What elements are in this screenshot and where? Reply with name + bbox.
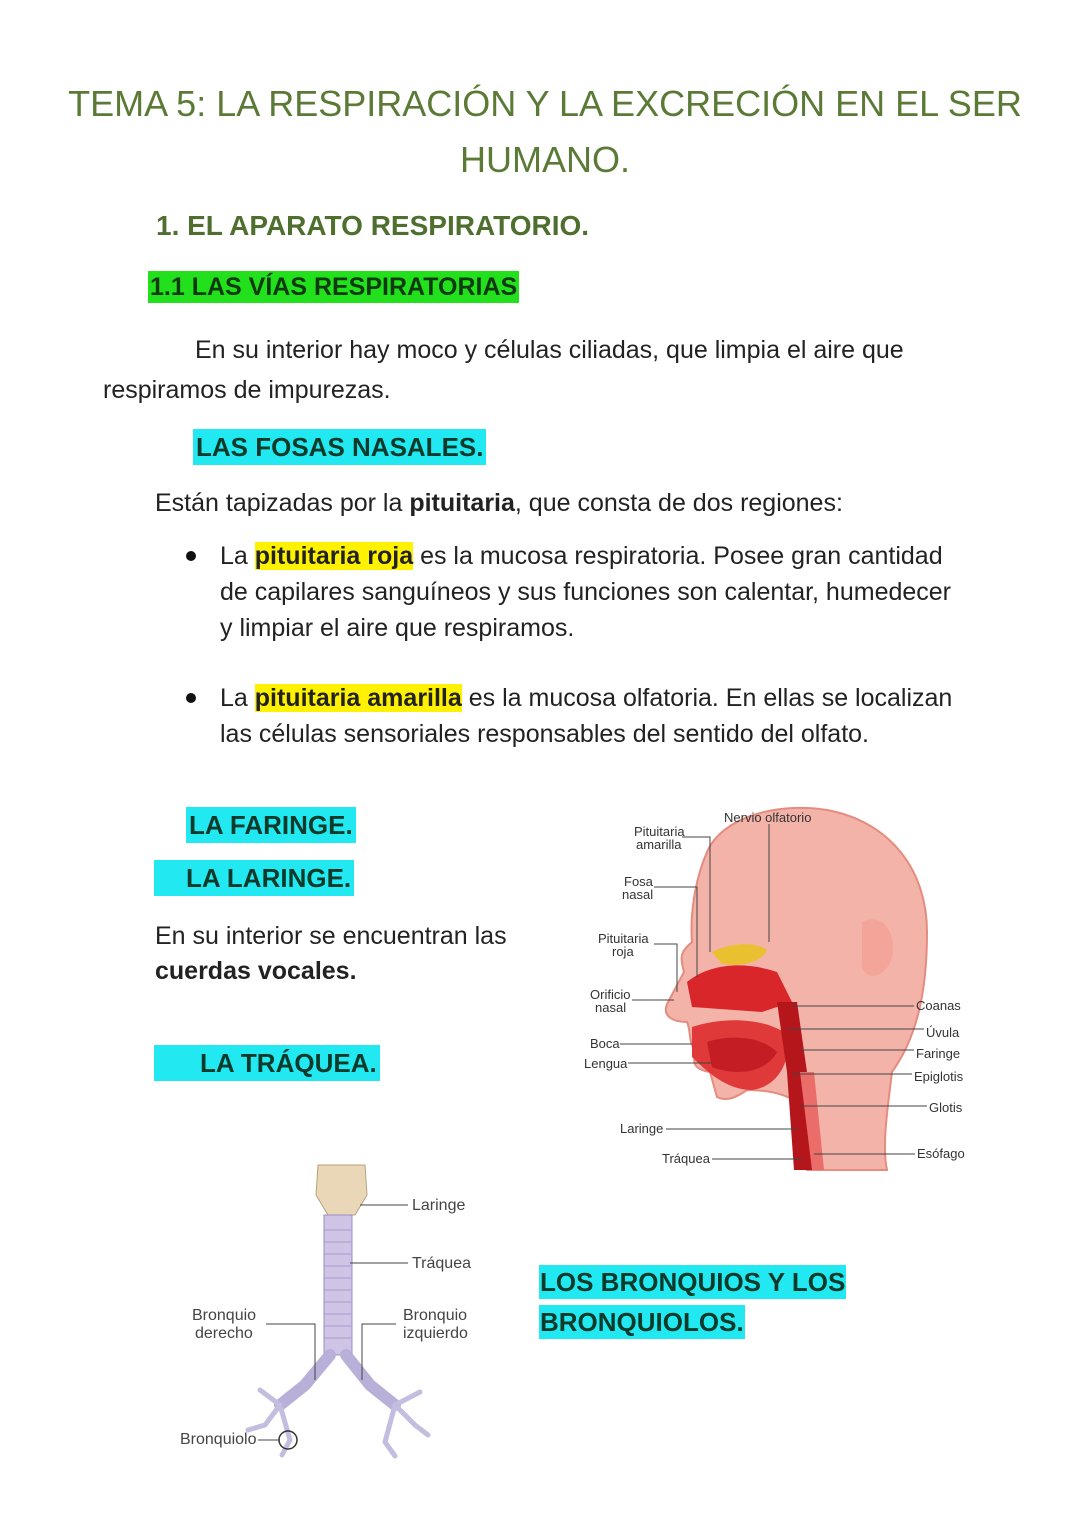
label-trachea-laringe: Laringe <box>412 1197 466 1214</box>
fosas-text <box>155 485 843 521</box>
faringe-heading <box>186 810 356 841</box>
label-fosa-1: Fosa <box>624 874 653 889</box>
laringe-heading-text: LA LARINGE. <box>154 860 354 896</box>
bullet-2-line2: las células sensoriales responsables del sentido del olfato. <box>220 720 869 748</box>
bullet-1-pre: La <box>220 542 255 570</box>
label-esofago: Esófago <box>917 1146 965 1161</box>
fosas-text-pre: Están tapizadas por la <box>155 489 410 517</box>
fosas-text-post: , que consta de dos regiones: <box>514 489 843 517</box>
label-faringe: Faringe <box>916 1046 961 1061</box>
bullet-1-post: es la mucosa respiratoria. Posee gran cantidad <box>413 542 943 570</box>
label-bronquio-izquierdo-2: izquierdo <box>403 1325 468 1342</box>
bullet-dot-2 <box>186 693 196 703</box>
subsection-heading <box>148 273 519 302</box>
label-traquea: Tráquea <box>662 1151 710 1166</box>
fosas-heading-text: LAS FOSAS NASALES. <box>193 429 486 465</box>
traquea-heading-text: LA TRÁQUEA. <box>154 1045 380 1081</box>
bullet-1 <box>220 538 1020 646</box>
label-boca: Boca <box>590 1036 620 1051</box>
label-fosa-2: nasal <box>622 887 654 902</box>
subsection-heading-text: 1.1 LAS VÍAS RESPIRATORIAS <box>150 273 518 301</box>
label-epiglotis: Epiglotis <box>914 1069 964 1084</box>
bronquios-heading-line2: BRONQUIOLOS. <box>540 1307 744 1337</box>
label-lengua: Lengua <box>584 1056 628 1071</box>
label-orificio-2: nasal <box>595 1000 627 1015</box>
larynx-shape <box>316 1165 367 1215</box>
head-diagram <box>562 772 982 1190</box>
label-pituitaria-roja-1: Pituitaria <box>598 931 649 946</box>
label-laringe: Laringe <box>620 1121 664 1136</box>
label-bronquiolo: Bronquiolo <box>180 1431 257 1448</box>
faringe-heading-text: LA FARINGE. <box>186 807 356 843</box>
fosas-heading <box>193 432 486 463</box>
bullet-1-line3: y limpiar el aire que respiramos. <box>220 614 575 642</box>
label-nervio-olfatorio: Nervio olfatorio <box>724 810 812 825</box>
trachea-diagram <box>170 1160 510 1470</box>
bronquios-heading <box>539 1262 846 1342</box>
bullet-2 <box>220 680 1020 752</box>
label-uvula: Úvula <box>926 1025 960 1040</box>
bullet-2-post: es la mucosa olfatoria. En ellas se localizan <box>461 684 953 712</box>
bronquios-heading-line1: LOS BRONQUIOS Y LOS <box>540 1267 846 1297</box>
label-bronquio-derecho-1: Bronquio <box>192 1307 257 1324</box>
fosas-text-bold: pituitaria <box>409 489 515 517</box>
laringe-text1: En su interior se encuentran las <box>155 922 507 950</box>
bullet-2-highlight: pituitaria amarilla <box>254 684 462 712</box>
label-glotis: Glotis <box>929 1100 963 1115</box>
bullet-1-highlight: pituitaria roja <box>254 542 414 570</box>
bronchi-tree <box>280 1355 395 1405</box>
label-trachea-traquea: Tráquea <box>412 1255 471 1272</box>
page-title <box>0 76 1080 188</box>
label-coanas: Coanas <box>916 998 961 1013</box>
bullet-1-line2: de capilares sanguíneos y sus funciones son calentar, humedecer <box>220 578 952 606</box>
label-pituitaria-roja-2: roja <box>612 944 634 959</box>
bullet-dot-1 <box>186 551 196 561</box>
laringe-text2: cuerdas vocales. <box>155 957 357 985</box>
section-heading: 1. EL APARATO RESPIRATORIO. <box>156 210 590 241</box>
intro-line1: En su interior hay moco y células ciliadas, que limpia el aire que <box>195 336 904 364</box>
page-title-line1: TEMA 5: LA RESPIRACIÓN Y LA EXCRECIÓN EN EL SER <box>68 83 1022 124</box>
bronchioles-tree <box>248 1390 428 1456</box>
laringe-heading <box>154 863 354 894</box>
label-pituitaria-amarilla-1: Pituitaria <box>634 824 685 839</box>
label-bronquio-izquierdo-1: Bronquio <box>403 1307 468 1324</box>
label-orificio-1: Orificio <box>590 987 631 1002</box>
page-title-line2: HUMANO. <box>460 139 630 180</box>
bullet-2-pre: La <box>220 684 255 712</box>
label-pituitaria-amarilla-2: amarilla <box>636 837 682 852</box>
label-bronquio-derecho-2: derecho <box>195 1325 253 1342</box>
intro-line2: respiramos de impurezas. <box>103 376 391 404</box>
traquea-heading <box>154 1048 380 1079</box>
trachea-tube <box>324 1215 352 1355</box>
